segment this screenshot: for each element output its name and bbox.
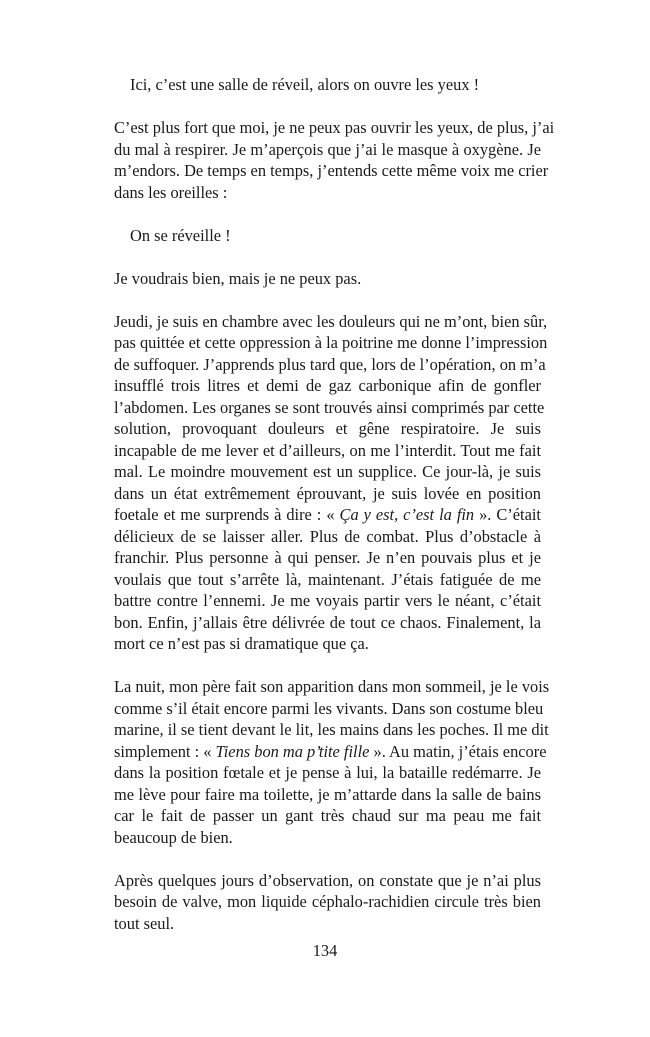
paragraph <box>114 870 541 935</box>
text-segment: simplement : « <box>114 741 216 761</box>
italic-quote: Tiens bon ma p’tite fille <box>215 741 370 761</box>
text-line: dans la position fœtale et je pense à lui, la bataille redémarre. Je <box>114 763 541 782</box>
text-line: délicieux de se laisser aller. Plus de combat. Plus d’obstacle à <box>114 526 541 546</box>
text-line: franchir. Plus personne à qui penser. Je n’en pouvais plus et je <box>114 548 541 567</box>
text-line: insufflé trois litres et demi de gaz carbonique afin de gonfler <box>114 376 541 395</box>
text-line: mal. Le moindre mouvement est un supplice. Ce jour-là, je suis <box>114 462 541 481</box>
paragraph <box>114 225 541 247</box>
text-segment: ». C’était <box>474 505 541 524</box>
text-line: besoin de valve, mon liquide céphalo-rachidien circule très bien <box>114 892 541 911</box>
text-line: On se réveille ! <box>130 225 231 245</box>
text-line: incapable de me lever et d’ailleurs, on me l’interdit. Tout me fait <box>114 440 541 460</box>
text-segment: foetale et me surprends à dire : « <box>114 505 340 524</box>
paragraph <box>114 74 541 96</box>
text-line: du mal à respirer. Je m’aperçois que j’ai le masque à oxygène. Je <box>114 139 541 159</box>
text-line: marine, il se tient devant le lit, les mains dans les poches. Il me dit <box>114 720 549 739</box>
text-line: Je voudrais bien, mais je ne peux pas. <box>114 268 362 288</box>
text-segment: ». Au matin, j’étais encore <box>369 741 547 761</box>
text-line: La nuit, mon père fait son apparition dans mon sommeil, je le vois <box>114 677 550 696</box>
text-line: tout seul. <box>114 913 175 933</box>
text-line: me lève pour faire ma toilette, je m’attarde dans la salle de bains <box>114 784 541 804</box>
paragraph <box>114 268 541 290</box>
paragraph <box>114 311 548 655</box>
paragraph <box>114 117 555 203</box>
page-body <box>114 74 555 956</box>
text-line: comme s’il était encore parmi les vivants. Dans son costume bleu <box>114 698 544 718</box>
text-line: battre contre l’ennemi. Je me voyais partir vers le néant, c’était <box>114 591 541 610</box>
page-number: 134 <box>312 941 338 960</box>
text-line: bon. Enfin, j’allais être délivrée de tout ce chaos. Finalement, la <box>114 612 541 632</box>
italic-quote: Ça y est, c’est la fin <box>339 505 475 524</box>
paragraph <box>114 676 550 848</box>
text-line: voulais que tout s’arrête là, maintenant. J’étais fatiguée de me <box>114 569 541 589</box>
text-line: Ici, c’est une salle de réveil, alors on ouvre les yeux ! <box>130 75 480 94</box>
text-line: solution, provoquant douleurs et gêne respiratoire. Je suis <box>114 419 541 438</box>
text-line <box>114 741 547 763</box>
text-line <box>114 504 541 526</box>
text-line: car le fait de passer un gant très chaud sur ma peau me fait <box>114 806 541 825</box>
text-line: C’est plus fort que moi, je ne peux pas ouvrir les yeux, de plus, j’ai <box>114 118 555 137</box>
text-line: mort ce n’est pas si dramatique que ça. <box>114 634 369 653</box>
text-line: Après quelques jours d’observation, on constate que je n’ai plus <box>114 870 541 890</box>
text-line: l’abdomen. Les organes se sont trouvés ainsi comprimés par cette <box>114 397 545 417</box>
text-line: pas quittée et cette oppression à la poitrine me donne l’impression <box>114 333 548 352</box>
text-line: dans les oreilles : <box>114 182 228 202</box>
text-line: dans un état extrêmement éprouvant, je suis lovée en position <box>114 483 541 503</box>
text-line: Jeudi, je suis en chambre avec les douleurs qui ne m’ont, bien sûr, <box>114 311 548 331</box>
text-line: de suffoquer. J’apprends plus tard que, lors de l’opération, on m’a <box>114 354 546 374</box>
text-line: m’endors. De temps en temps, j’entends cette même voix me crier <box>114 161 549 180</box>
text-line: beaucoup de bien. <box>114 827 233 847</box>
